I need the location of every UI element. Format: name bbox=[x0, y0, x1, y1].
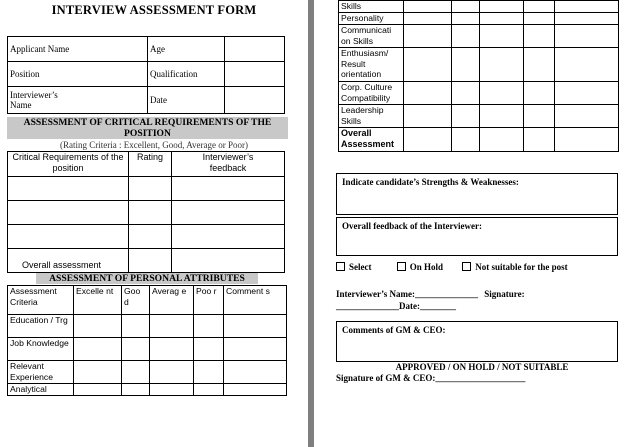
row-label: Skills bbox=[339, 1, 404, 13]
signature-blank[interactable]: ______________ bbox=[336, 301, 399, 311]
personal-attributes-heading: ASSESSMENT OF PERSONAL ATTRIBUTES bbox=[36, 273, 258, 284]
overall-feedback-box[interactable] bbox=[336, 217, 618, 256]
date-label: Date bbox=[148, 87, 225, 114]
table-row bbox=[339, 105, 619, 128]
row-label: Education / Trg bbox=[8, 315, 74, 338]
gm-signature-line bbox=[336, 373, 525, 383]
col-excellent: Excelle nt bbox=[74, 286, 122, 315]
row-label: Job Knowledge bbox=[8, 338, 74, 361]
select-checkbox[interactable]: Select bbox=[336, 262, 372, 272]
col-rating: Rating bbox=[129, 152, 172, 177]
table-row bbox=[8, 225, 285, 249]
position-label: Position bbox=[8, 62, 148, 87]
checkbox-icon[interactable] bbox=[336, 262, 345, 271]
table-row bbox=[8, 384, 287, 396]
gm-signature-label: Signature of GM & CEO: bbox=[336, 373, 436, 383]
critical-requirements-table bbox=[7, 151, 285, 273]
col-comments: Comment s bbox=[224, 286, 287, 315]
row-label: Analytical bbox=[8, 384, 74, 396]
col-assessment-criteria: Assessment Criteria bbox=[8, 286, 74, 315]
overall-feedback-label: Overall feedback of the Interviewer: bbox=[342, 221, 482, 231]
table-row bbox=[339, 82, 619, 105]
row-label: Enthusiasm/ Result orientation bbox=[339, 48, 404, 82]
table-row bbox=[8, 315, 287, 338]
col-interviewer-feedback: Interviewer’s feedback bbox=[172, 152, 285, 177]
overall-assessment-label-2: Overall Assessment bbox=[339, 128, 404, 152]
row-label: Personality bbox=[339, 13, 404, 25]
critical-heading-line2: POSITION bbox=[124, 128, 171, 139]
interviewer-name-blank[interactable]: ______________ bbox=[415, 289, 479, 299]
interviewer-name-signoff-label: Interviewer’s Name: bbox=[336, 289, 416, 299]
interviewer-name-label: Interviewer’s Name bbox=[8, 87, 148, 114]
strengths-weaknesses-box[interactable] bbox=[336, 173, 618, 215]
checkbox-icon[interactable] bbox=[397, 262, 406, 271]
signoff-date-label: Date: bbox=[399, 301, 420, 311]
personal-attributes-table-continued bbox=[338, 0, 619, 152]
rating-criteria: (Rating Criteria : Excellent, Good, Average or Poor) bbox=[59, 140, 249, 150]
approval-line: APPROVED / ON HOLD / NOT SUITABLE bbox=[395, 362, 569, 372]
form-title: INTERVIEW ASSESSMENT FORM bbox=[51, 3, 257, 17]
col-poor: Poo r bbox=[194, 286, 224, 315]
signoff-date-blank[interactable]: ________ bbox=[420, 301, 456, 311]
critical-requirements-heading bbox=[7, 117, 288, 139]
row-label: Relevant Experience bbox=[8, 361, 74, 384]
not-suitable-checkbox[interactable]: Not suitable for the post bbox=[462, 262, 567, 272]
col-critical-requirements: Critical Requirements of the position bbox=[8, 152, 129, 177]
strengths-weaknesses-label: Indicate candidate’s Strengths & Weaknesses: bbox=[342, 177, 519, 187]
form-page-2 bbox=[314, 0, 640, 447]
gm-signature-blank[interactable]: ____________________ bbox=[435, 373, 526, 383]
table-row bbox=[8, 338, 287, 361]
table-row bbox=[8, 361, 287, 384]
form-page-1 bbox=[0, 0, 308, 447]
table-row bbox=[8, 177, 285, 201]
age-value[interactable] bbox=[225, 37, 285, 62]
applicant-info-table bbox=[7, 36, 285, 114]
overall-assessment-label: Overall assessment bbox=[8, 249, 129, 273]
signature-label: Signature: bbox=[484, 289, 525, 299]
table-row bbox=[8, 201, 285, 225]
row-label: Leadership Skills bbox=[339, 105, 404, 128]
qualification-label: Qualification bbox=[148, 62, 225, 87]
age-label: Age bbox=[148, 37, 225, 62]
date-value[interactable] bbox=[225, 87, 285, 114]
col-good: Goo d bbox=[122, 286, 150, 315]
gm-comments-label: Comments of GM & CEO: bbox=[342, 325, 446, 335]
qualification-value[interactable] bbox=[225, 62, 285, 87]
row-label: Communicati on Skills bbox=[339, 25, 404, 48]
gm-comments-box[interactable] bbox=[336, 321, 618, 362]
applicant-name-label: Applicant Name bbox=[8, 37, 148, 62]
interviewer-signoff bbox=[336, 288, 618, 312]
table-row bbox=[339, 13, 619, 25]
table-row bbox=[339, 48, 619, 82]
row-label: Corp. Culture Compatibility bbox=[339, 82, 404, 105]
col-average: Averag e bbox=[150, 286, 194, 315]
table-row bbox=[339, 1, 619, 13]
decision-options bbox=[336, 262, 616, 272]
personal-attributes-table bbox=[7, 285, 287, 396]
checkbox-icon[interactable] bbox=[462, 262, 471, 271]
on-hold-checkbox[interactable]: On Hold bbox=[397, 262, 443, 272]
critical-heading-line1: ASSESSMENT OF CRITICAL REQUIREMENTS OF THE bbox=[23, 117, 272, 128]
table-row bbox=[339, 25, 619, 48]
